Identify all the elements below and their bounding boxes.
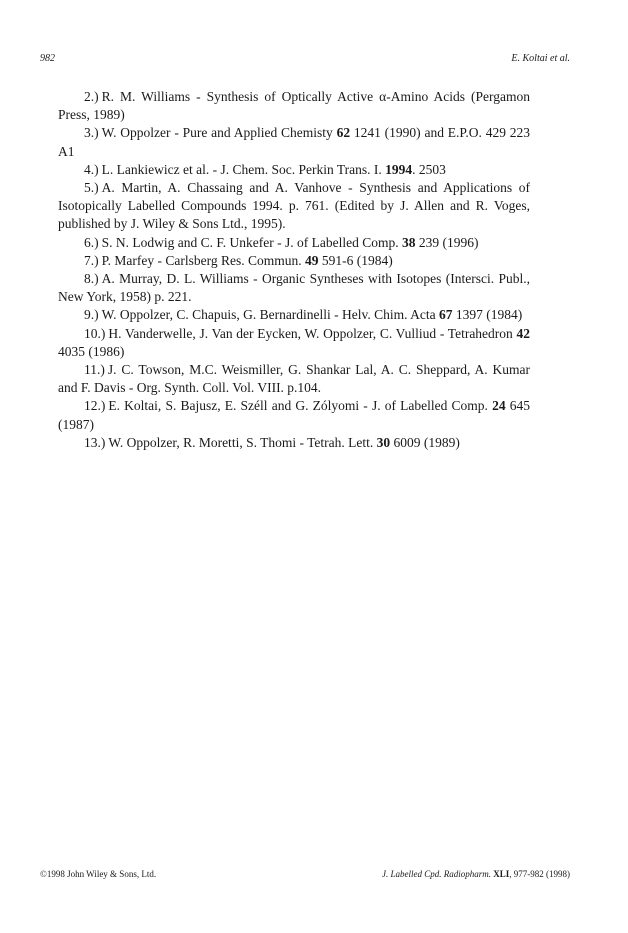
reference-number: 13.)	[84, 434, 106, 450]
reference-text: 1241 (1990) and E.P.O. 429 223 A1	[58, 125, 530, 159]
reference-text: 4035 (1986)	[58, 343, 125, 359]
reference-text: 1397 (1984)	[452, 307, 523, 323]
reference-text: E. Koltai, S. Bajusz, E. Széll and G. Zólyomi - J. of Labelled Comp.	[108, 398, 493, 414]
reference-volume: 1994	[385, 161, 413, 177]
running-head: E. Koltai et al.	[511, 53, 570, 64]
reference-item	[58, 234, 530, 252]
reference-number: 11.)	[84, 362, 105, 378]
reference-volume: 24	[492, 398, 506, 414]
reference-number: 12.)	[84, 398, 106, 414]
reference-volume: 67	[439, 307, 453, 323]
journal-volume: XLI	[493, 869, 510, 879]
reference-number: 5.)	[84, 180, 99, 196]
journal-citation	[382, 869, 570, 879]
reference-number: 10.)	[84, 325, 106, 341]
reference-item	[58, 325, 530, 361]
reference-number: 3.)	[84, 125, 99, 141]
reference-item	[58, 88, 530, 124]
reference-text: A. Murray, D. L. Williams - Organic Syntheses with Isotopes (Intersci. Publ., New York, 1958) p. 221.	[58, 271, 530, 305]
reference-item	[58, 361, 530, 397]
reference-text: 6009 (1989)	[390, 434, 460, 450]
reference-text: L. Lankiewicz et al. - J. Chem. Soc. Perkin Trans. I.	[101, 161, 386, 177]
page-number: 982	[40, 53, 55, 64]
reference-text: H. Vanderwelle, J. Van der Eycken, W. Oppolzer, C. Vulliud - Tetrahedron	[108, 325, 517, 341]
reference-volume: 62	[336, 125, 351, 141]
reference-number: 4.)	[84, 161, 99, 177]
reference-list	[58, 88, 530, 452]
reference-text: . 2503	[412, 161, 446, 177]
reference-number: 2.)	[84, 89, 99, 104]
reference-text: W. Oppolzer - Pure and Applied Chemisty	[101, 125, 337, 141]
reference-text: A. Martin, A. Chassaing and A. Vanhove - Synthesis and Applications of Isotopically Labelled Compounds 1994. p. 761. (Edited by J. Allen and R. Voges, published by J. Wiley & Sons Ltd., 1995).	[58, 180, 530, 232]
reference-item	[58, 161, 530, 179]
reference-item	[58, 124, 530, 160]
reference-text: R. M. Williams - Synthesis of Optically Active α-Amino Acids (Pergamon Press, 1989)	[58, 89, 530, 123]
reference-text: W. Oppolzer, C. Chapuis, G. Bernardinelli - Helv. Chim. Acta	[101, 307, 440, 323]
reference-number: 9.)	[84, 307, 99, 323]
reference-volume: 49	[304, 252, 319, 268]
reference-text: S. N. Lodwig and C. F. Unkefer - J. of Labelled Comp.	[101, 234, 402, 250]
reference-number: 7.)	[84, 252, 99, 268]
reference-item	[58, 252, 530, 270]
reference-volume: 38	[402, 234, 416, 250]
reference-text: W. Oppolzer, R. Moretti, S. Thomi - Tetrah. Lett.	[108, 434, 377, 450]
reference-volume: 42	[516, 325, 530, 341]
reference-item	[58, 179, 530, 234]
page-header	[40, 53, 570, 67]
reference-number: 6.)	[84, 234, 99, 250]
reference-number: 8.)	[84, 271, 99, 287]
reference-text: 645 (1987)	[58, 398, 531, 432]
reference-item	[58, 434, 530, 452]
copyright-notice: ©1998 John Wiley & Sons, Ltd.	[40, 869, 157, 879]
reference-text: P. Marfey - Carlsberg Res. Commun.	[101, 252, 305, 268]
reference-item	[58, 270, 530, 306]
reference-text: J. C. Towson, M.C. Weismiller, G. Shankar Lal, A. C. Sheppard, A. Kumar and F. Davis - Org. Synth. Coll. Vol. VIII. p.104.	[58, 362, 530, 396]
reference-text: 591-6 (1984)	[318, 252, 393, 268]
reference-item	[58, 306, 530, 324]
reference-text: 239 (1996)	[415, 234, 479, 250]
journal-pages-year: , 977-982 (1998)	[509, 869, 570, 879]
reference-volume: 30	[376, 434, 391, 450]
journal-name: J. Labelled Cpd. Radiopharm.	[381, 869, 491, 879]
reference-item	[58, 397, 530, 433]
